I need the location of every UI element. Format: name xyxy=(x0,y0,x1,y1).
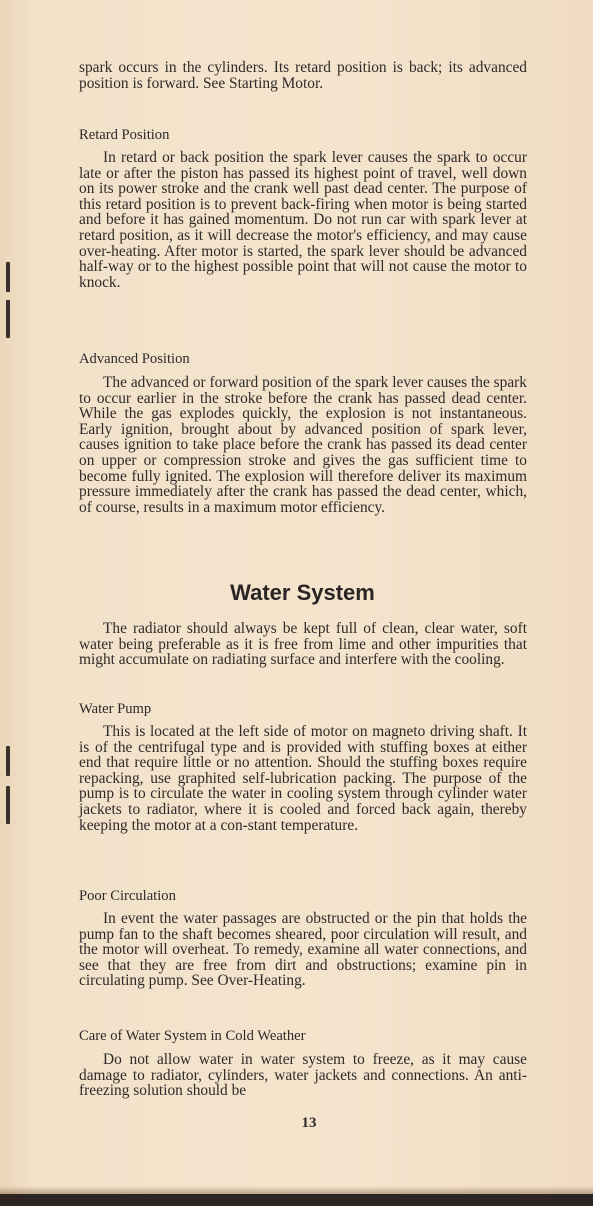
water-system-intro-paragraph: The radiator should always be kept full of clean, clear water, soft water being preferable as it is free from lime and other impurities that might accumulate on radiating surface and interfere with the cooling. xyxy=(79,620,527,669)
advanced-position-paragraph: The advanced or forward position of the spark lever causes the spark to occur earlier in the stroke before the crank has passed dead center. While the gas explodes quickly, the explosion is not instantaneous. Early ignition, brought about by advanced position of spark lever, causes ignition to take place before the crank has passed its dead center on upper or compression stroke and gives the gas sufficient time to become fully ignited. The explosion will therefore deliver its maximum pressure immediately after the crank has passed the dead center, which, of course, results in a maximum motor efficiency. xyxy=(79,374,527,516)
cold-weather-paragraph: Do not allow water in water system to freeze, as it may cause damage to radiator, cylinders, water jackets and connections. An anti-freezing solution should be xyxy=(79,1051,527,1100)
page-bottom-shadow xyxy=(0,1186,593,1194)
binding-stitch-mark xyxy=(6,786,10,824)
advanced-position-heading: Advanced Position xyxy=(79,351,190,367)
water-pump-heading: Water Pump xyxy=(79,701,152,717)
binding-stitch-mark xyxy=(6,746,10,776)
water-system-title: Water System xyxy=(230,580,375,605)
page-number: 13 xyxy=(301,1115,317,1131)
poor-circulation-heading: Poor Circulation xyxy=(79,888,176,904)
poor-circulation-paragraph: In event the water passages are obstructed or the pin that holds the pump fan to the shaft becomes sheared, poor circulation will result, and the motor will overheat. To remedy, examine all water connections, and see that they are free from dirt and obstructions; examine pin in circulating pump. See Over-Heating. xyxy=(79,910,527,990)
cold-weather-heading: Care of Water System in Cold Weather xyxy=(79,1028,306,1044)
retard-position-heading: Retard Position xyxy=(79,127,170,143)
water-pump-paragraph: This is located at the left side of motor on magneto driving shaft. It is of the centrifugal type and is provided with stuffing boxes at either end that require little or no attention. Should the stuffing boxes require repacking, use graphited self-lubrication packing. The purpose of the pump is to circulate the water in cooling system through cylinder water jackets to radiator, where it is cooled and forced back again, thereby keeping the motor at a con-stant temperature. xyxy=(79,723,527,834)
retard-position-paragraph: In retard or back position the spark lever causes the spark to occur late or after the piston has passed its highest point of travel, well down on its power stroke and the crank well past dead center. The purpose of this retard position is to prevent back-firing when motor is being started and before it has gained momentum. Do not run car with spark lever at retard position, as it will decrease the motor's efficiency, and may cause over-heating. After motor is started, the spark lever should be advanced half-way or to the highest possible point that will not cause the motor to knock. xyxy=(79,149,527,291)
binding-stitch-mark xyxy=(6,300,10,338)
page-bottom-edge xyxy=(0,1194,593,1206)
binding-stitch-mark xyxy=(6,262,10,292)
intro-paragraph: spark occurs in the cylinders. Its retard position is back; its advanced position is forward. See Starting Motor. xyxy=(79,59,527,92)
